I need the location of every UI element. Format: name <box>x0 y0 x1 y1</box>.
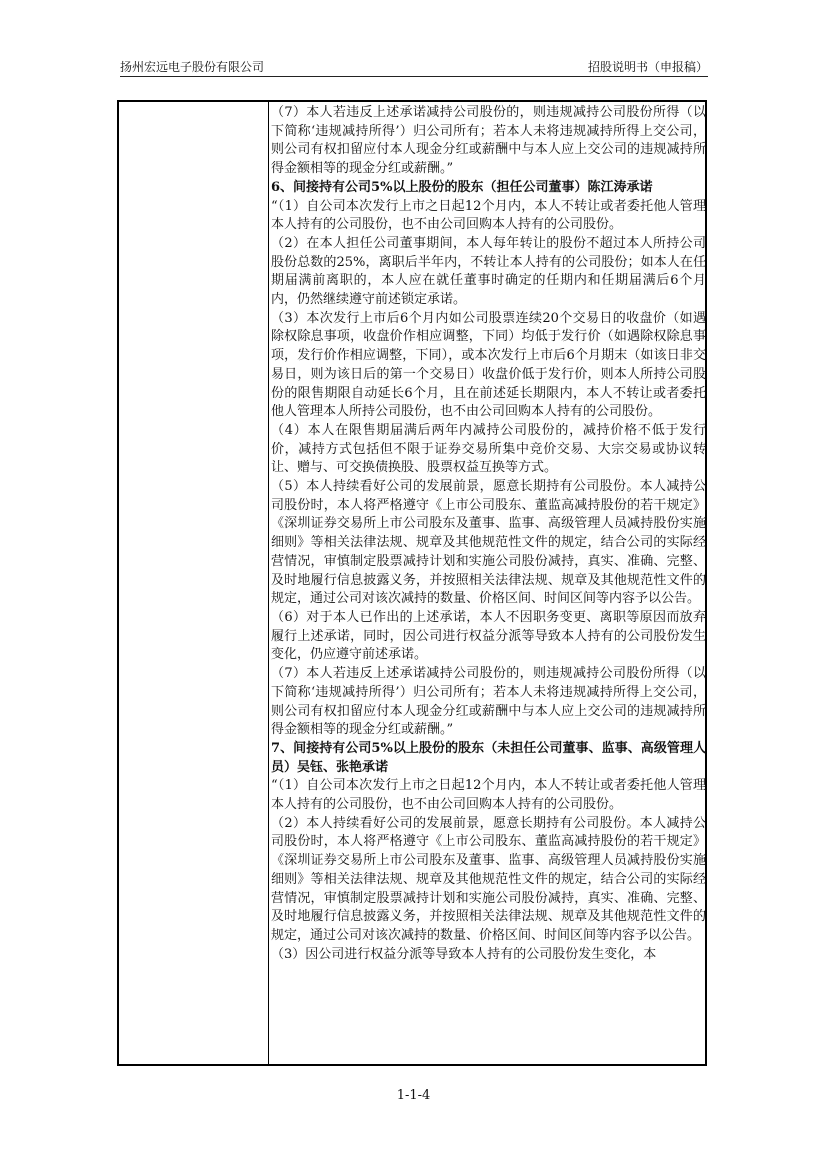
paragraph: （7）本人若违反上述承诺减持公司股份的，则违规减持公司股份所得（以下简称‘违规减持所得’）归公司所有；若本人未将违规减持所得上交公司，则公司有权扣留应付本人现金分红或薪酬中与本人应上交公司的违规减持所得金额相等的现金分红或薪酬。” <box>271 666 706 738</box>
paragraph: （2）在本人担任公司董事期间，本人每年转让的股份不超过本人所持公司股份总数的25%，离职后半年内，不转让本人持有的公司股份；如本人在任期届满前离职的，本人应在就任董事时确定的任期内和任期届满后6个月内，仍然继续遵守前述锁定承诺。 <box>271 235 706 308</box>
paragraph: （6）对于本人已作出的上述承诺，本人不因职务变更、离职等原因而放弃履行上述承诺，同时，因公司进行权益分派等导致本人持有的公司股份发生变化，仍应遵守前述承诺。 <box>271 609 706 663</box>
table-right-cell <box>271 104 706 964</box>
paragraph: （5）本人持续看好公司的发展前景，愿意长期持有公司股份。本人减持公司股份时，本人将严格遵守《上市公司股东、董监高减持股份的若干规定》《深圳证券交易所上市公司股东及董事、监事、高级管理人员减持股份实施细则》等相关法律法规、规章及其他规范性文件的规定，结合公司的实际经营情况，审慎制定股票减持计划和实施公司股份减持，真实、准确、完整、及时地履行信息披露义务，并按照相关法律法规、规章及其他规范性文件的规定，通过公司对该次减持的数量、价格区间、时间区间等内容予以公告。 <box>271 479 706 607</box>
paragraph: “（1）自公司本次发行上市之日起12个月内，本人不转让或者委托他人管理本人持有的公司股份，也不由公司回购本人持有的公司股份。 <box>271 778 706 813</box>
paragraph: （3）本次发行上市后6个月内如公司股票连续20个交易日的收盘价（如遇除权除息事项，收盘价作相应调整，下同）均低于发行价（如遇除权除息事项，发行价作相应调整，下同），或本次发行上市后6个月期末（如该日非交易日，则为该日后的第一个交易日）收盘价低于发行价，则本人所持公司股份的限售期限自动延长6个月，且在前述延长期限内，本人不转让或者委托他人管理本人所持公司股份，也不由公司回购本人持有的公司股份。 <box>271 310 706 420</box>
commitment-table <box>117 100 707 1066</box>
document-type: 招股说明书（申报稿） <box>587 60 708 74</box>
company-name: 扬州宏远电子股份有限公司 <box>120 60 265 74</box>
paragraph: （4）本人在限售期届满后两年内减持公司股份的，减持价格不低于发行价，减持方式包括但不限于证券交易所集中竞价交易、大宗交易或协议转让、赠与、可交换债换股、股票权益互换等方式。 <box>271 422 706 476</box>
section-heading: 7、间接持有公司5%以上股份的股东（未担任公司董事、监事、高级管理人员）吴钰、张艳承诺 <box>271 740 706 775</box>
table-left-cell <box>119 102 269 1064</box>
paragraph: （2）本人持续看好公司的发展前景，愿意长期持有公司股份。本人减持公司股份时，本人将严格遵守《上市公司股东、董监高减持股份的若干规定》《深圳证券交易所上市公司股东及董事、监事、高级管理人员减持股份实施细则》等相关法律法规、规章及其他规范性文件的规定，结合公司的实际经营情况，审慎制定股票减持计划和实施公司股份减持，真实、准确、完整、及时地履行信息披露义务，并按照相关法律法规、规章及其他规范性文件的规定，通过公司对该次减持的数量、价格区间、时间区间等内容予以公告。 <box>271 815 706 943</box>
page-number: 1-1-4 <box>396 1088 431 1103</box>
paragraph: “（1）自公司本次发行上市之日起12个月内，本人不转让或者委托他人管理本人持有的公司股份，也不由公司回购本人持有的公司股份。 <box>271 198 706 233</box>
section-heading: 6、间接持有公司5%以上股份的股东（担任公司董事）陈江涛承诺 <box>271 179 653 195</box>
paragraph: （7）本人若违反上述承诺减持公司股份的，则违规减持公司股份所得（以下简称‘违规减持所得’）归公司所有；若本人未将违规减持所得上交公司，则公司有权扣留应付本人现金分红或薪酬中与本人应上交公司的违规减持所得金额相等的现金分红或薪酬。” <box>271 105 706 177</box>
page-header <box>120 54 708 77</box>
paragraph: （3）因公司进行权益分派等导致本人持有的公司股份发生变化，本 <box>271 946 657 962</box>
